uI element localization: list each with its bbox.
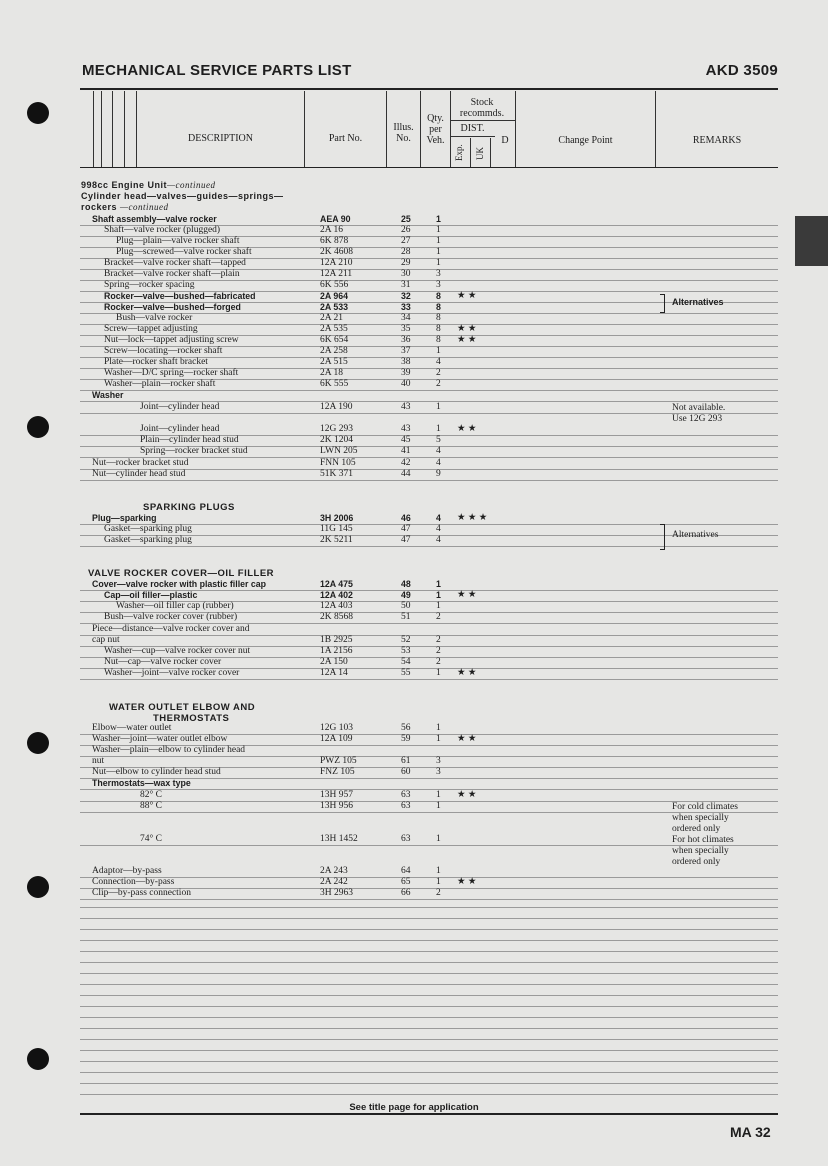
quantity: 1 [436, 866, 441, 876]
application-note: See title page for application [349, 1102, 479, 1113]
quantity: 1 [436, 734, 441, 744]
unit-heading: 998cc Engine Unit—continued [81, 180, 216, 190]
table-row [80, 668, 778, 680]
quantity: 4 [436, 524, 441, 534]
quantity: 8 [436, 291, 441, 301]
illus-number: 63 [401, 834, 411, 844]
part-description: Washer—D/C spring—rocker shaft [104, 368, 239, 378]
part-description: Nut—cylinder head stud [92, 469, 186, 479]
part-number: 12A 190 [320, 402, 353, 412]
illus-number: 61 [401, 756, 411, 766]
col-part-no: Part No. [328, 133, 363, 144]
table-row [80, 390, 778, 402]
quantity: 1 [436, 247, 441, 257]
illus-number: 55 [401, 668, 411, 678]
part-description: Shaft—valve rocker (plugged) [104, 225, 221, 235]
table-row [80, 612, 778, 624]
part-number: 3H 2963 [320, 888, 353, 898]
quantity: 3 [436, 280, 441, 290]
part-number: 6K 556 [320, 280, 349, 290]
illus-number: 28 [401, 247, 411, 257]
quantity: 2 [436, 657, 441, 667]
footer-rule [80, 1113, 778, 1115]
part-description: Plug—plain—valve rocker shaft [116, 236, 240, 246]
illus-number: 26 [401, 225, 411, 235]
quantity: 1 [436, 424, 441, 434]
part-description: Plain—cylinder head stud [140, 435, 239, 445]
quantity: 8 [436, 324, 441, 334]
quantity: 8 [436, 302, 441, 312]
col-illus-no: Illus. No. [393, 122, 414, 144]
table-row [80, 469, 778, 481]
part-number: 6K 654 [320, 335, 349, 345]
illus-number: 47 [401, 535, 411, 545]
part-number: 12A 109 [320, 734, 353, 744]
part-description: Joint—cylinder head [140, 402, 220, 412]
ruled-line [80, 962, 778, 963]
part-number: 6K 555 [320, 379, 349, 389]
binder-hole [27, 732, 49, 754]
section-title: WATER OUTLET ELBOW AND [109, 702, 256, 713]
stock-stars: ★ ★ [457, 790, 477, 800]
illus-number: 52 [401, 635, 411, 645]
table-row [80, 446, 778, 458]
quantity: 1 [436, 790, 441, 800]
illus-number: 51 [401, 612, 411, 622]
illus-number: 37 [401, 346, 411, 356]
remark-hot-climates: For hot climates when specially ordered only [672, 835, 734, 867]
illus-number: 47 [401, 524, 411, 534]
part-description: nut [92, 756, 105, 766]
col-qty: Qty. per Veh. [426, 113, 445, 146]
part-number: 2A 242 [320, 877, 348, 887]
col-remarks: REMARKS [692, 135, 742, 146]
illus-number: 34 [401, 313, 411, 323]
stock-stars: ★ ★ [457, 877, 477, 887]
quantity: 5 [436, 435, 441, 445]
quantity: 2 [436, 646, 441, 656]
illus-number: 43 [401, 424, 411, 434]
stock-stars: ★ ★ [457, 424, 477, 434]
stock-stars: ★ ★ ★ [457, 513, 488, 523]
illus-number: 38 [401, 357, 411, 367]
stock-stars: ★ ★ [457, 324, 477, 334]
illus-number: 31 [401, 280, 411, 290]
part-number: 12A 210 [320, 258, 353, 268]
col-description: DESCRIPTION [187, 133, 253, 144]
remark-cold-climates: For cold climates when specially ordered only [672, 802, 738, 834]
part-number: 12A 14 [320, 668, 348, 678]
part-description: Gasket—sparking plug [104, 535, 192, 545]
header-rule [80, 88, 778, 90]
part-number: FNZ 105 [320, 767, 355, 777]
part-number: 12A 211 [320, 269, 353, 279]
part-description: Screw—locating—rocker shaft [104, 346, 223, 356]
part-description: Bush—valve rocker cover (rubber) [104, 612, 238, 622]
illus-number: 54 [401, 657, 411, 667]
part-description: Washer—plain—rocker shaft [104, 379, 216, 389]
part-number: 11G 145 [320, 524, 353, 534]
part-description: Bracket—valve rocker shaft—plain [104, 269, 240, 279]
page-number: MA 32 [730, 1124, 771, 1140]
page-title: MECHANICAL SERVICE PARTS LIST [82, 62, 352, 79]
part-description: Clip—by-pass connection [92, 888, 191, 898]
part-number: PWZ 105 [320, 756, 357, 766]
part-description: Nut—lock—tappet adjusting screw [104, 335, 239, 345]
col-uk: UK [475, 147, 485, 160]
part-number: 1B 2925 [320, 635, 353, 645]
part-description: cap nut [92, 635, 120, 645]
part-number: 13H 957 [320, 790, 353, 800]
quantity: 4 [436, 513, 441, 523]
part-description: Bush—valve rocker [116, 313, 193, 323]
part-number: 2A 535 [320, 324, 348, 334]
part-description: Thermostats—wax type [92, 778, 191, 788]
quantity: 4 [436, 458, 441, 468]
col-d: D [501, 135, 509, 146]
illus-number: 50 [401, 601, 411, 611]
part-description: Washer [92, 390, 124, 400]
quantity: 2 [436, 612, 441, 622]
illus-number: 25 [401, 214, 411, 224]
stock-stars: ★ ★ [457, 590, 477, 600]
illus-number: 42 [401, 458, 411, 468]
part-number: 3H 2006 [320, 513, 354, 523]
part-number: AEA 90 [320, 214, 351, 224]
part-number: 2A 533 [320, 302, 349, 312]
part-number: 2A 243 [320, 866, 348, 876]
part-description: Bracket—valve rocker shaft—tapped [104, 258, 246, 268]
column-header-rule [80, 167, 778, 168]
part-number: 2A 21 [320, 313, 343, 323]
ruled-line [80, 1028, 778, 1029]
part-number: 12G 103 [320, 723, 353, 733]
part-description: Plug—sparking [92, 513, 157, 523]
part-number: 2K 1204 [320, 435, 353, 445]
ruled-line [80, 940, 778, 941]
quantity: 8 [436, 335, 441, 345]
ruled-line [80, 1072, 778, 1073]
ruled-line [80, 907, 778, 908]
quantity: 1 [436, 214, 441, 224]
ruled-line [80, 1006, 778, 1007]
part-number: 13H 956 [320, 801, 353, 811]
part-description: Rocker—valve—bushed—fabricated [104, 291, 256, 301]
ruled-line [80, 929, 778, 930]
ruled-line [80, 951, 778, 952]
quantity: 1 [436, 601, 441, 611]
quantity: 1 [436, 236, 441, 246]
section-title: SPARKING PLUGS [143, 502, 235, 513]
col-dist: DIST. [460, 123, 485, 134]
part-number: 2A 258 [320, 346, 348, 356]
illus-number: 32 [401, 291, 411, 301]
part-description: Connection—by-pass [92, 877, 175, 887]
part-number: 12G 293 [320, 424, 353, 434]
quantity: 2 [436, 888, 441, 898]
part-description: Washer—cup—valve rocker cover nut [104, 646, 251, 656]
illus-number: 33 [401, 302, 411, 312]
remark-not-available: Not available. Use 12G 293 [672, 403, 726, 424]
part-description: Rocker—valve—bushed—forged [104, 302, 241, 312]
quantity: 1 [436, 723, 441, 733]
group-heading-cont: rockers —continued [81, 202, 169, 212]
ruled-line [80, 973, 778, 974]
part-number: FNN 105 [320, 458, 356, 468]
quantity: 9 [436, 469, 441, 479]
quantity: 3 [436, 269, 441, 279]
illus-number: 65 [401, 877, 411, 887]
table-row [80, 778, 778, 790]
quantity: 3 [436, 756, 441, 766]
group-heading: Cylinder head—valves—guides—springs— [81, 191, 284, 201]
illus-number: 45 [401, 435, 411, 445]
section-title: THERMOSTATS [153, 713, 230, 724]
illus-number: 35 [401, 324, 411, 334]
illus-number: 30 [401, 269, 411, 279]
quantity: 4 [436, 446, 441, 456]
part-number: 12A 475 [320, 579, 353, 589]
binder-hole [27, 876, 49, 898]
part-number: 1A 2156 [320, 646, 353, 656]
quantity: 2 [436, 368, 441, 378]
illus-number: 40 [401, 379, 411, 389]
illus-number: 49 [401, 590, 411, 600]
part-description: Cover—valve rocker with plastic filler cap [92, 579, 267, 589]
quantity: 4 [436, 535, 441, 545]
col-change-point: Change Point [558, 135, 613, 146]
part-number: 2K 5211 [320, 535, 353, 545]
quantity: 1 [436, 668, 441, 678]
part-description: Screw—tappet adjusting [104, 324, 198, 334]
stock-stars: ★ ★ [457, 668, 477, 678]
illus-number: 59 [401, 734, 411, 744]
ruled-line [80, 1039, 778, 1040]
part-number: 2A 150 [320, 657, 348, 667]
illus-number: 63 [401, 790, 411, 800]
section-title: VALVE ROCKER COVER—OIL FILLER [88, 568, 275, 579]
ruled-line [80, 918, 778, 919]
part-number: 12A 402 [320, 590, 353, 600]
table-row [80, 888, 778, 900]
stock-stars: ★ ★ [457, 734, 477, 744]
illus-number: 41 [401, 446, 411, 456]
quantity: 1 [436, 579, 441, 589]
part-description: Elbow—water outlet [92, 723, 172, 733]
ruled-line [80, 1017, 778, 1018]
part-description: 74° C [140, 834, 163, 844]
part-description: 88° C [140, 801, 163, 811]
remark-alternatives: Alternatives [672, 297, 724, 307]
part-description: Washer—oil filler cap (rubber) [116, 601, 234, 611]
quantity: 1 [436, 346, 441, 356]
quantity: 1 [436, 402, 441, 412]
remark-alternatives: Alternatives [672, 530, 719, 540]
part-description: Washer—joint—valve rocker cover [104, 668, 240, 678]
document-code: AKD 3509 [705, 62, 778, 79]
ruled-line [80, 1061, 778, 1062]
part-description: Gasket—sparking plug [104, 524, 192, 534]
part-description: Plate—rocker shaft bracket [104, 357, 208, 367]
part-number: 2A 964 [320, 291, 349, 301]
illus-number: 46 [401, 513, 411, 523]
illus-number: 53 [401, 646, 411, 656]
part-number: LWN 205 [320, 446, 358, 456]
binder-hole [27, 416, 49, 438]
part-description: Nut—rocker bracket stud [92, 458, 189, 468]
illus-number: 43 [401, 402, 411, 412]
part-description: Washer—joint—water outlet elbow [92, 734, 228, 744]
part-number: 13H 1452 [320, 834, 358, 844]
part-description: Adaptor—by-pass [92, 866, 162, 876]
quantity: 1 [436, 877, 441, 887]
part-description: Washer—plain—elbow to cylinder head [92, 745, 246, 755]
part-number: 12A 403 [320, 601, 353, 611]
illus-number: 48 [401, 579, 411, 589]
col-stock: Stock recommds. [459, 97, 505, 119]
stock-stars: ★ ★ [457, 291, 477, 301]
part-number: 2K 4608 [320, 247, 353, 257]
illus-number: 63 [401, 801, 411, 811]
part-description: Shaft assembly—valve rocker [92, 214, 217, 224]
part-description: Joint—cylinder head [140, 424, 220, 434]
part-description: Nut—cap—valve rocker cover [104, 657, 222, 667]
quantity: 1 [436, 590, 441, 600]
section-tab [795, 216, 828, 266]
illus-number: 27 [401, 236, 411, 246]
binder-hole [27, 102, 49, 124]
part-number: 2A 18 [320, 368, 343, 378]
quantity: 2 [436, 635, 441, 645]
illus-number: 36 [401, 335, 411, 345]
illus-number: 64 [401, 866, 411, 876]
ruled-line [80, 984, 778, 985]
quantity: 3 [436, 767, 441, 777]
alternatives-bracket [660, 294, 665, 313]
quantity: 1 [436, 225, 441, 235]
part-description: Plug—screwed—valve rocker shaft [116, 247, 252, 257]
illus-number: 39 [401, 368, 411, 378]
quantity: 8 [436, 313, 441, 323]
illus-number: 60 [401, 767, 411, 777]
part-description: Piece—distance—valve rocker cover and [92, 624, 250, 634]
part-description: 82° C [140, 790, 163, 800]
quantity: 1 [436, 834, 441, 844]
illus-number: 66 [401, 888, 411, 898]
binder-hole [27, 1048, 49, 1070]
quantity: 4 [436, 357, 441, 367]
ruled-line [80, 995, 778, 996]
ruled-line [80, 1050, 778, 1051]
ruled-line [80, 1083, 778, 1084]
alternatives-bracket [660, 524, 665, 550]
quantity: 1 [436, 801, 441, 811]
part-description: Spring—rocker bracket stud [140, 446, 248, 456]
illus-number: 44 [401, 469, 411, 479]
illus-number: 29 [401, 258, 411, 268]
ruled-line [80, 1094, 778, 1095]
illus-number: 56 [401, 723, 411, 733]
part-description: Cap—oil filler—plastic [104, 590, 198, 600]
part-number: 2A 16 [320, 225, 343, 235]
quantity: 1 [436, 258, 441, 268]
part-description: Nut—elbow to cylinder head stud [92, 767, 221, 777]
part-description: Spring—rocker spacing [104, 280, 195, 290]
stock-stars: ★ ★ [457, 335, 477, 345]
part-number: 2A 515 [320, 357, 348, 367]
quantity: 2 [436, 379, 441, 389]
col-exp: Exp. [454, 144, 464, 161]
part-number: 51K 371 [320, 469, 353, 479]
part-number: 2K 8568 [320, 612, 353, 622]
part-number: 6K 878 [320, 236, 349, 246]
